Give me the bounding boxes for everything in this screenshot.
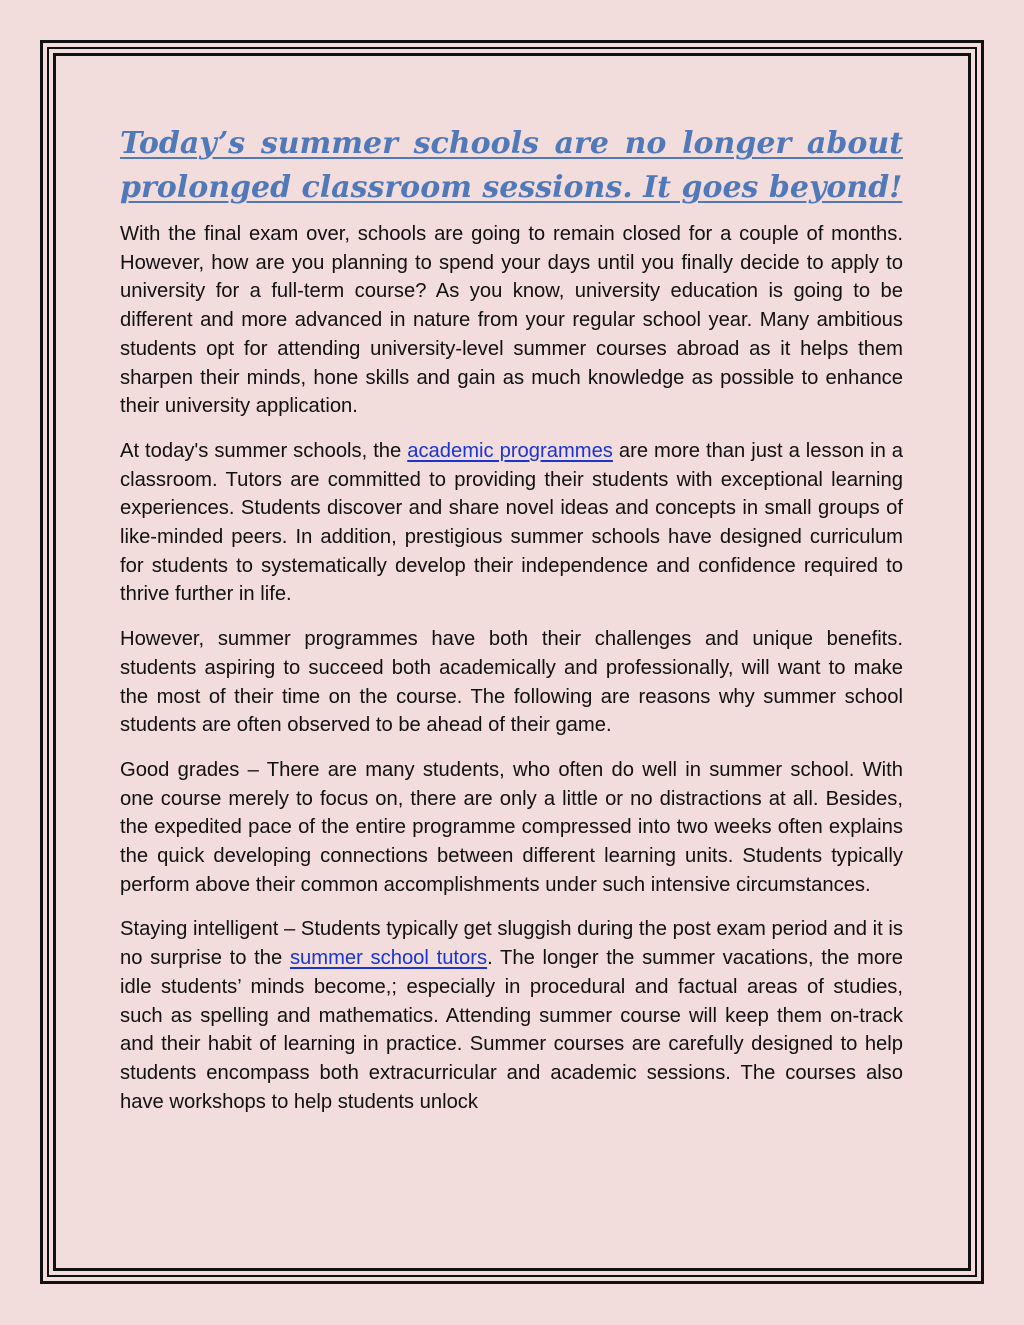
document-title: Today’s summer schools are no longer about prolonged classroom sessions. It goes beyond! (120, 126, 903, 205)
paragraph-challenges: However, summer programmes have both their challenges and unique benefits. students aspiring to succeed both academically and professionally, will want to make the most of their time on the course. The following are reasons why summer school students are often observed to be ahead of their game. (120, 628, 903, 737)
paragraph-staying-intelligent (120, 915, 903, 1116)
document-body (120, 122, 903, 1132)
paragraph-intro: With the final exam over, schools are going to remain closed for a couple of months. However, how are you planning to spend your days until you finally decide to apply to university for a full-term course? As you know, university education is going to be different and more advanced in nature from your regular school year. Many ambitious students opt for attending university-level summer courses abroad as it helps them sharpen their minds, hone skills and gain as much knowledge as possible to enhance their university application. (120, 223, 903, 418)
paragraph-text: are more than just a lesson in a classroom. Tutors are committed to providing their students with exceptional learning experiences. Students discover and share novel ideas and concepts in small groups of like-minded peers. In addition, prestigious summer schools have designed curriculum for students to systematically develop their independence and confidence required to thrive further in life. (120, 439, 903, 606)
paragraph-good-grades: Good grades – There are many students, who often do well in summer school. With one course merely to focus on, there are only a little or no distractions at all. Besides, the expedited pace of the entire programme compressed into two weeks often explains the quick developing connections between different learning units. Students typically perform above their common accomplishments under such intensive circumstances. (120, 758, 903, 896)
academic-programmes-link[interactable]: academic programmes (407, 439, 613, 462)
paragraph-text: . The longer the summer vacations, the more idle students’ minds become,; especially in procedural and factual areas of studies, such as spelling and mathematics. Attending summer course will keep them on-track and their habit of learning in practice. Summer courses are carefully designed to help students encompass both extracurricular and academic sessions. The courses also have workshops to help students unlock (120, 947, 904, 1113)
paragraph-text: Staying intelligent – Students typically get sluggish during the post exam period and it is no surprise to the (120, 918, 903, 970)
summer-school-tutors-link[interactable]: summer school tutors (289, 947, 488, 970)
paragraph-text: At today's summer schools, the (120, 439, 408, 462)
paragraph-academic-programmes (120, 437, 903, 609)
